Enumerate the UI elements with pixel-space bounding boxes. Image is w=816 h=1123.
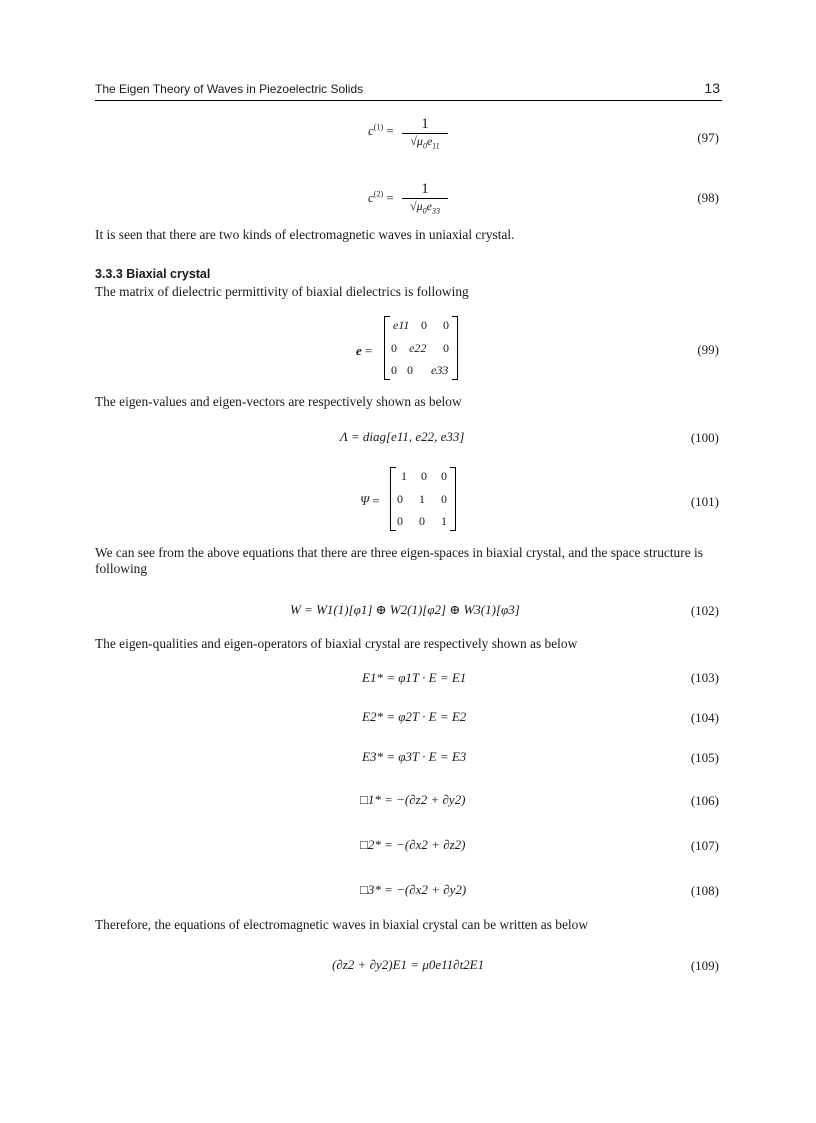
page-number: 13 [704,80,720,96]
equation-104: E2* = φ2T · E = E2 [362,709,467,724]
equation-105: E3* = φ3T · E = E3 [362,749,467,764]
paragraph: The eigen-values and eigen-vectors are respectively shown as below [95,394,462,409]
matrix-psi: 1 0 0 0 1 0 0 0 1 [390,467,456,531]
matrix-e: e11 0 0 0 e22 0 0 0 e33 [384,316,458,380]
equation-98: $c^{(2)}$ = [368,189,394,205]
eq-number: (106) [690,793,719,808]
eq-number: (97) [697,130,719,145]
eq-number: (109) [690,958,719,973]
eq-number: (100) [690,430,719,445]
section-heading: 3.3.3 Biaxial crystal [95,267,211,281]
paragraph: The eigen-qualities and eigen-operators of biaxial crystal are respectively shown as below [95,636,578,651]
equation-103: E1* = φ1T · E = E1 [362,670,467,685]
running-header [95,80,722,101]
paragraph: We can see from the above equations that there are three eigen-spaces in biaxial crystal, and the space structure is following [95,545,703,576]
eq-number: (101) [690,494,719,509]
eq-number: (98) [697,190,719,205]
eq-number: (105) [690,750,719,765]
fraction-97: 1 $√\mu_0e_{11}$ [402,116,448,149]
eq-number: (104) [690,710,719,725]
equation-100: Λ = diag[e11, e22, e33] [340,429,465,444]
equation-99-lhs: e = [356,343,373,358]
eq-number: (103) [690,670,719,685]
paragraph: Therefore, the equations of electromagnetic waves in biaxial crystal can be written as below [95,917,589,932]
equation-107: □2* = −(∂x2 + ∂z2) [360,837,466,852]
equation-108: □3* = −(∂x2 + ∂y2) [360,882,467,897]
equation-97: $c^{(1)}$ = [368,122,394,138]
eq-number: (99) [697,342,719,357]
equation-106: □1* = −(∂z2 + ∂y2) [360,792,466,807]
fraction-98: 1 $√\mu_0e_{33}$ [402,181,448,214]
eq-number: (107) [690,838,719,853]
paragraph: The matrix of dielectric permittivity of biaxial dielectrics is following [95,284,469,299]
equation-101-lhs: Ψ = [360,493,380,508]
equation-109: (∂z2 + ∂y2)E1 = μ0e11∂t2E1 [332,957,485,972]
paragraph: It is seen that there are two kinds of electromagnetic waves in uniaxial crystal. [95,227,515,242]
header-title: The Eigen Theory of Waves in Piezoelectric Solids [95,82,364,96]
equation-102: W = W1(1)[φ1] ⊕ W2(1)[φ2] ⊕ W3(1)[φ3] [290,602,520,617]
eq-number: (102) [690,603,719,618]
eq-number: (108) [690,883,719,898]
